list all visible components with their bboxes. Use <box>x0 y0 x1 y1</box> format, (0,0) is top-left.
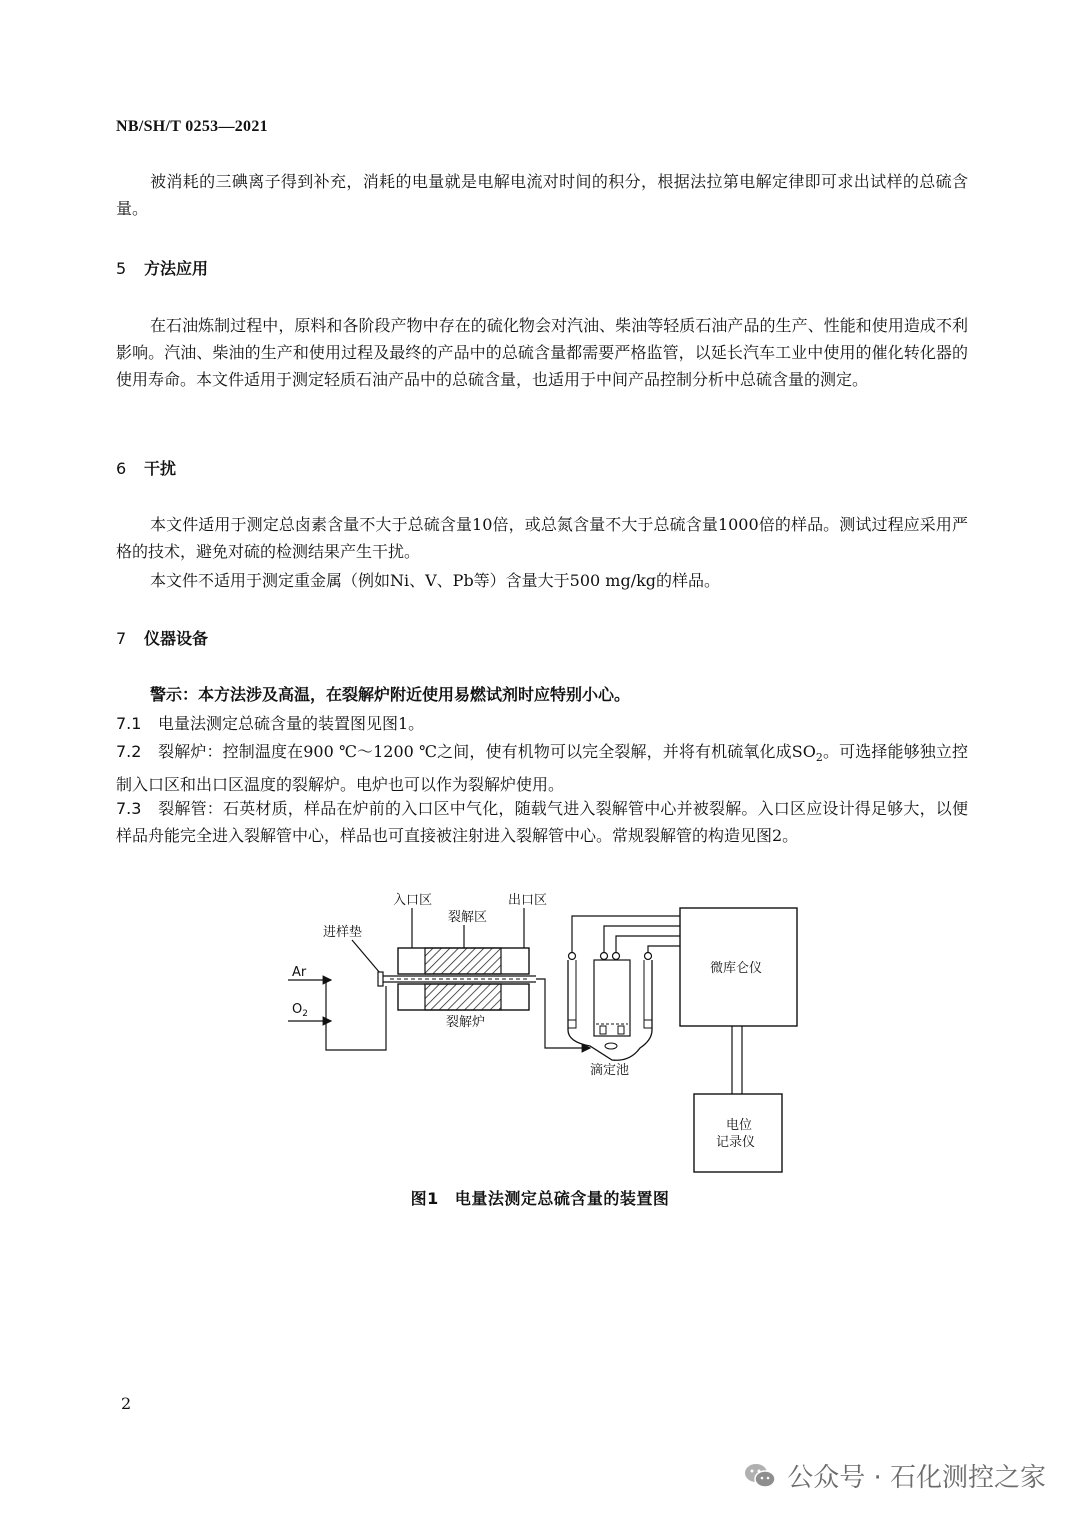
clause-text: 。可选择能够独立控制入口区和出口区温度的裂解炉。电炉也可以作为裂解炉使用。 <box>116 742 968 795</box>
section-heading-6 <box>116 456 176 479</box>
electrode-terminal <box>613 953 620 960</box>
outlet-line <box>536 979 590 1048</box>
electrode-terminal <box>569 953 576 960</box>
septum <box>378 972 383 986</box>
clause-text: 电量法测定总硫含量的装置图见图1。 <box>158 714 425 733</box>
section-title: 方法应用 <box>144 259 209 278</box>
wechat-icon <box>743 1461 777 1491</box>
figure-title: 电量法测定总硫含量的装置图 <box>454 1189 670 1208</box>
apparatus-diagram <box>0 880 1080 1180</box>
warning-note: 警示：本方法涉及高温，在裂解炉附近使用易燃试剂时应特别小心。 <box>150 685 631 704</box>
label-titration-cell: 滴定池 <box>590 1063 630 1078</box>
footer-text: 公众号 · 石化测控之家 <box>787 1463 1046 1493</box>
clause-number: 7.3 <box>116 799 142 818</box>
gas-feed-line <box>326 980 386 1050</box>
standard-code: NB/SH/T 0253—2021 <box>116 118 268 135</box>
section-title: 仪器设备 <box>144 629 209 648</box>
electrode <box>568 1020 576 1028</box>
clause-7-3 <box>116 795 968 849</box>
titration-cell-wall <box>576 960 644 1028</box>
clause-text: 裂解炉：控制温度在900 ℃～1200 ℃之间，使有机物可以完全裂解，并将有机硫氧化成SO <box>158 742 816 761</box>
label-recorder-line2: 记录仪 <box>716 1135 756 1150</box>
section-heading-5 <box>116 256 208 279</box>
electrode-terminal <box>645 953 652 960</box>
paragraph: 被消耗的三碘离子得到补充，消耗的电量就是电解电流对时间的积分，根据法拉第电解定律即可求出试样的总硫含量。 <box>116 172 968 218</box>
figure-caption <box>0 1186 1080 1209</box>
paragraph: 在石油炼制过程中，原料和各阶段产物中存在的硫化物会对汽油、柴油等轻质石油产品的生产、性能和使用造成不利影响。汽油、柴油的生产和使用过程及最终的产品中的总硫含量都需要严格监管，以延长汽车工业中使用的催化转化器的使用寿命。本文件适用于测定轻质石油产品中的总硫含量，也适用于中间产品控制分析中总硫含量的测定。 <box>116 316 968 389</box>
stir-bar <box>605 1043 617 1049</box>
lead-wire <box>648 946 680 952</box>
furnace-heating-bottom <box>425 984 501 1010</box>
clause-7-2 <box>116 738 968 798</box>
footer-watermark <box>743 1457 1046 1494</box>
label-septum: 进样垫 <box>323 925 363 940</box>
electrode <box>618 1026 624 1034</box>
pointer-line <box>352 940 380 973</box>
section-heading-7 <box>116 626 208 649</box>
clause-number: 7.1 <box>116 714 142 733</box>
electrode <box>644 1020 652 1028</box>
section-title: 干扰 <box>144 459 177 478</box>
section-number: 7 <box>116 629 127 648</box>
label-outlet-zone: 出口区 <box>508 893 548 908</box>
label-recorder-line1: 电位 <box>726 1118 753 1133</box>
label-ar: Ar <box>292 965 307 980</box>
clause-7-1 <box>116 710 968 737</box>
label-inlet-zone: 入口区 <box>393 893 433 908</box>
label-crack-zone: 裂解区 <box>448 910 488 925</box>
paragraph: 本文件适用于测定总卤素含量不大于总硫含量10倍，或总氮含量不大于总硫含量1000倍的样品。测试过程应采用严格的技术，避免对硫的检测结果产生干扰。 <box>116 515 968 561</box>
recorder-box <box>694 1094 782 1172</box>
section-number: 6 <box>116 459 127 478</box>
electrode <box>600 1026 606 1034</box>
paragraph: 本文件不适用于测定重金属（例如Ni、V、Pb等）含量大于500 mg/kg的样品。 <box>150 571 721 590</box>
furnace-heating-top <box>425 948 501 974</box>
label-o2: $O_2$ <box>292 1002 308 1019</box>
titration-cell <box>568 960 652 1060</box>
clause-text: 裂解管：石英材质，样品在炉前的入口区中气化，随载气进入裂解管中心并被裂解。入口区应设计得足够大，以便样品舟能完全进入裂解管中心，样品也可直接被注射进入裂解管中心。常规裂解管的构造见图2。 <box>116 799 968 845</box>
clause-number: 7.2 <box>116 742 142 761</box>
section-number: 5 <box>116 259 127 278</box>
subscript: 2 <box>815 751 823 765</box>
figure-number: 图1 <box>410 1189 439 1208</box>
electrode-terminal <box>601 953 608 960</box>
titration-cell-body <box>594 960 630 1036</box>
page-number: 2 <box>121 1394 132 1413</box>
label-furnace: 裂解炉 <box>446 1015 486 1030</box>
label-microcoulometer: 微库仑仪 <box>710 961 763 976</box>
